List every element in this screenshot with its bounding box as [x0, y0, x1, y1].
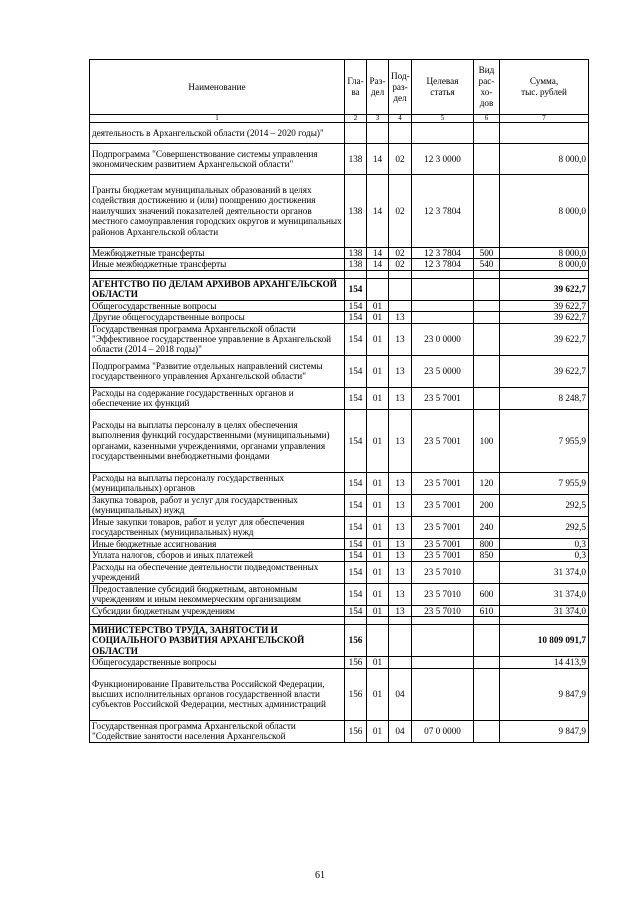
table-row	[90, 123, 589, 144]
cell-summa: 8 248,7	[500, 387, 589, 409]
cell-summa: 39 622,7	[500, 355, 589, 387]
cell-summa: 8 000,0	[500, 144, 589, 175]
page-number: 61	[315, 870, 325, 881]
cell-summa: 31 374,0	[500, 583, 589, 605]
cell-podrazdel: 04	[389, 668, 412, 720]
cell-celevaya-statya	[412, 312, 474, 323]
cell-summa: 7 955,9	[500, 409, 589, 472]
cell-razdel: 01	[367, 387, 389, 409]
cell-name: Подпрограмма "Совершенствование системы управления экономическим развитием Архангельской области"	[90, 144, 345, 175]
cell-name: Государственная программа Архангельской области "Содействие занятости населения Архангельской	[90, 720, 345, 742]
cell-name: Расходы на выплаты персоналу в целях обеспечения выполнения функций государственными (муниципальными) органами, казенными учреждениями, органами управления государственными внебюджетными фондами	[90, 409, 345, 472]
cell-glava: 138	[345, 259, 367, 270]
cell-name: Закупка товаров, работ и услуг для государственных (муниципальных) нужд	[90, 494, 345, 516]
header-podrazdel: Под- раз- дел	[389, 60, 412, 115]
cell-razdel: 14	[367, 259, 389, 270]
table-row	[90, 657, 589, 668]
cell-name: Расходы на обеспечение деятельности подведомственных учреждений	[90, 561, 345, 583]
column-number: 2	[345, 115, 367, 123]
cell-glava: 156	[345, 720, 367, 742]
cell-summa: 9 847,9	[500, 720, 589, 742]
table-row	[90, 561, 589, 583]
cell-name: Иные межбюджетные трансферты	[90, 259, 345, 270]
cell-podrazdel: 02	[389, 144, 412, 175]
cell-name: Иные бюджетные ассигнования	[90, 538, 345, 549]
table-row	[90, 248, 589, 259]
cell-podrazdel: 13	[389, 561, 412, 583]
cell-razdel	[367, 123, 389, 144]
cell-razdel	[367, 625, 389, 657]
header-celevaya-statya: Целевая статья	[412, 60, 474, 115]
table-header-row	[90, 60, 589, 115]
cell-summa: 7 955,9	[500, 472, 589, 494]
table-row	[90, 300, 589, 311]
spacer-cell	[412, 617, 474, 625]
column-number-row	[90, 115, 589, 123]
header-summa: Сумма, тыс. рублей	[500, 60, 589, 115]
table-row	[90, 550, 589, 561]
cell-vid-rashodov: 800	[474, 538, 500, 549]
cell-vid-rashodov	[474, 668, 500, 720]
cell-vid-rashodov: 540	[474, 259, 500, 270]
cell-vid-rashodov	[474, 323, 500, 355]
cell-name: деятельность в Архангельской области (2014 – 2020 годы)"	[90, 123, 345, 144]
cell-celevaya-statya	[412, 300, 474, 311]
cell-glava: 156	[345, 625, 367, 657]
cell-name: Функционирование Правительства Российской Федерации, высших исполнительных органов государственной власти субъектов Российской Федерации, местных администраций	[90, 668, 345, 720]
spacer-cell	[474, 270, 500, 278]
cell-razdel: 01	[367, 605, 389, 616]
cell-glava: 154	[345, 312, 367, 323]
header-vid-rashodov: Вид рас- хо- дов	[474, 60, 500, 115]
cell-razdel: 01	[367, 472, 389, 494]
spacer-cell	[90, 617, 345, 625]
cell-summa: 0,3	[500, 538, 589, 549]
cell-celevaya-statya: 07 0 0000	[412, 720, 474, 742]
cell-razdel: 01	[367, 300, 389, 311]
column-number: 6	[474, 115, 500, 123]
cell-celevaya-statya	[412, 657, 474, 668]
cell-summa: 292,5	[500, 494, 589, 516]
column-number: 3	[367, 115, 389, 123]
cell-celevaya-statya: 23 0 0000	[412, 323, 474, 355]
cell-podrazdel	[389, 278, 412, 300]
cell-glava: 138	[345, 175, 367, 248]
cell-name: Межбюджетные трансферты	[90, 248, 345, 259]
cell-glava	[345, 123, 367, 144]
cell-podrazdel: 13	[389, 355, 412, 387]
cell-celevaya-statya: 23 5 7010	[412, 561, 474, 583]
cell-vid-rashodov	[474, 720, 500, 742]
table-row	[90, 605, 589, 616]
table-row	[90, 259, 589, 270]
cell-vid-rashodov: 240	[474, 516, 500, 538]
cell-razdel: 01	[367, 409, 389, 472]
table-row	[90, 323, 589, 355]
table-row	[90, 538, 589, 549]
cell-vid-rashodov	[474, 657, 500, 668]
cell-celevaya-statya: 23 5 7001	[412, 516, 474, 538]
cell-glava: 154	[345, 516, 367, 538]
table-row	[90, 472, 589, 494]
cell-glava: 154	[345, 278, 367, 300]
cell-name: Субсидии бюджетным учреждениям	[90, 605, 345, 616]
column-number: 4	[389, 115, 412, 123]
cell-podrazdel: 04	[389, 720, 412, 742]
cell-razdel: 01	[367, 538, 389, 549]
cell-summa: 8 000,0	[500, 175, 589, 248]
cell-razdel: 01	[367, 561, 389, 583]
cell-name: Иные закупки товаров, работ и услуг для обеспечения государственных (муниципальных) нужд	[90, 516, 345, 538]
cell-podrazdel: 13	[389, 605, 412, 616]
cell-summa: 39 622,7	[500, 323, 589, 355]
cell-glava: 154	[345, 538, 367, 549]
cell-glava: 156	[345, 668, 367, 720]
cell-razdel	[367, 278, 389, 300]
cell-celevaya-statya: 12 3 7804	[412, 175, 474, 248]
cell-podrazdel: 13	[389, 538, 412, 549]
spacer-cell	[474, 617, 500, 625]
cell-podrazdel: 13	[389, 409, 412, 472]
table-row	[90, 278, 589, 300]
cell-name: Гранты бюджетам муниципальных образований в целях содействия достижению и (или) поощрению достижения наилучших значений показателей деятельности органов местного самоуправления городских округов и муниципальных районов Архангельской области	[90, 175, 345, 248]
table-row	[90, 175, 589, 248]
table-row	[90, 494, 589, 516]
cell-podrazdel: 02	[389, 259, 412, 270]
cell-vid-rashodov	[474, 625, 500, 657]
cell-glava: 154	[345, 494, 367, 516]
cell-razdel: 01	[367, 312, 389, 323]
cell-summa: 39 622,7	[500, 278, 589, 300]
cell-summa	[500, 123, 589, 144]
cell-vid-rashodov: 100	[474, 409, 500, 472]
cell-celevaya-statya	[412, 123, 474, 144]
cell-razdel: 01	[367, 583, 389, 605]
cell-celevaya-statya: 23 5 7001	[412, 409, 474, 472]
column-number: 7	[500, 115, 589, 123]
cell-celevaya-statya: 12 3 7804	[412, 248, 474, 259]
cell-name: Расходы на выплаты персоналу государственных (муниципальных) органов	[90, 472, 345, 494]
cell-razdel: 01	[367, 668, 389, 720]
table-row	[90, 144, 589, 175]
cell-podrazdel: 13	[389, 550, 412, 561]
cell-name: Подпрограмма "Развитие отдельных направлений системы государственного управления Архангельской области"	[90, 355, 345, 387]
cell-podrazdel: 13	[389, 312, 412, 323]
cell-vid-rashodov: 200	[474, 494, 500, 516]
cell-podrazdel	[389, 625, 412, 657]
cell-name: Другие общегосударственные вопросы	[90, 312, 345, 323]
cell-name: Предоставление субсидий бюджетным, автономным учреждениям и иным некоммерческим организациям	[90, 583, 345, 605]
cell-podrazdel	[389, 300, 412, 311]
cell-glava: 154	[345, 355, 367, 387]
cell-podrazdel: 13	[389, 387, 412, 409]
cell-celevaya-statya	[412, 668, 474, 720]
cell-razdel: 01	[367, 355, 389, 387]
cell-vid-rashodov	[474, 300, 500, 311]
cell-podrazdel: 13	[389, 583, 412, 605]
cell-summa: 39 622,7	[500, 312, 589, 323]
cell-celevaya-statya: 12 3 7804	[412, 259, 474, 270]
spacer-cell	[345, 617, 367, 625]
cell-glava: 156	[345, 657, 367, 668]
spacer-cell	[500, 270, 589, 278]
cell-vid-rashodov	[474, 278, 500, 300]
cell-razdel: 01	[367, 516, 389, 538]
cell-celevaya-statya: 23 5 7001	[412, 550, 474, 561]
cell-razdel: 14	[367, 175, 389, 248]
header-name: Наименование	[90, 60, 345, 115]
cell-vid-rashodov: 500	[474, 248, 500, 259]
spacer-cell	[367, 270, 389, 278]
cell-summa: 8 000,0	[500, 248, 589, 259]
cell-name: АГЕНТСТВО ПО ДЕЛАМ АРХИВОВ АРХАНГЕЛЬСКОЙ ОБЛАСТИ	[90, 278, 345, 300]
table-row	[90, 409, 589, 472]
column-number: 1	[90, 115, 345, 123]
cell-name: Уплата налогов, сборов и иных платежей	[90, 550, 345, 561]
cell-summa: 10 809 091,7	[500, 625, 589, 657]
table-row	[90, 516, 589, 538]
cell-name: Общегосударственные вопросы	[90, 300, 345, 311]
cell-razdel: 01	[367, 494, 389, 516]
spacer-cell	[389, 617, 412, 625]
table-row	[90, 625, 589, 657]
cell-celevaya-statya	[412, 625, 474, 657]
spacer-cell	[345, 270, 367, 278]
cell-vid-rashodov: 610	[474, 605, 500, 616]
cell-vid-rashodov: 120	[474, 472, 500, 494]
cell-vid-rashodov: 600	[474, 583, 500, 605]
cell-glava: 154	[345, 605, 367, 616]
cell-podrazdel	[389, 657, 412, 668]
cell-podrazdel	[389, 123, 412, 144]
cell-glava: 154	[345, 300, 367, 311]
cell-summa: 292,5	[500, 516, 589, 538]
cell-name: МИНИСТЕРСТВО ТРУДА, ЗАНЯТОСТИ И СОЦИАЛЬНОГО РАЗВИТИЯ АРХАНГЕЛЬСКОЙ ОБЛАСТИ	[90, 625, 345, 657]
cell-vid-rashodov	[474, 355, 500, 387]
cell-summa: 0,3	[500, 550, 589, 561]
cell-celevaya-statya: 23 5 7010	[412, 583, 474, 605]
cell-razdel: 01	[367, 657, 389, 668]
cell-celevaya-statya: 23 5 7001	[412, 538, 474, 549]
cell-summa: 31 374,0	[500, 605, 589, 616]
cell-podrazdel: 13	[389, 494, 412, 516]
cell-glava: 154	[345, 387, 367, 409]
cell-summa: 31 374,0	[500, 561, 589, 583]
cell-celevaya-statya: 23 5 7010	[412, 605, 474, 616]
cell-glava: 154	[345, 472, 367, 494]
cell-vid-rashodov	[474, 387, 500, 409]
cell-vid-rashodov	[474, 123, 500, 144]
cell-name: Государственная программа Архангельской области "Эффективное государственное управление в Архангельской области (2014 – 2018 годы)"	[90, 323, 345, 355]
cell-summa: 9 847,9	[500, 668, 589, 720]
cell-name: Расходы на содержание государственных органов и обеспечение их функций	[90, 387, 345, 409]
cell-podrazdel: 13	[389, 472, 412, 494]
cell-summa: 39 622,7	[500, 300, 589, 311]
cell-vid-rashodov: 850	[474, 550, 500, 561]
table-row	[90, 312, 589, 323]
table-body	[90, 123, 589, 743]
spacer-cell	[412, 270, 474, 278]
cell-glava: 154	[345, 323, 367, 355]
cell-vid-rashodov	[474, 561, 500, 583]
table-row	[90, 583, 589, 605]
cell-podrazdel: 13	[389, 323, 412, 355]
budget-table	[89, 59, 589, 743]
cell-podrazdel: 13	[389, 516, 412, 538]
cell-razdel: 14	[367, 144, 389, 175]
cell-celevaya-statya: 23 5 7001	[412, 472, 474, 494]
cell-celevaya-statya: 12 3 0000	[412, 144, 474, 175]
header-glava: Гла- ва	[345, 60, 367, 115]
cell-celevaya-statya: 23 5 7001	[412, 387, 474, 409]
column-number: 5	[412, 115, 474, 123]
cell-glava: 138	[345, 248, 367, 259]
cell-podrazdel: 02	[389, 175, 412, 248]
cell-celevaya-statya	[412, 278, 474, 300]
cell-celevaya-statya: 23 5 7001	[412, 494, 474, 516]
table-row	[90, 387, 589, 409]
spacer-cell	[90, 270, 345, 278]
spacer-cell	[500, 617, 589, 625]
cell-razdel: 14	[367, 248, 389, 259]
cell-glava: 138	[345, 144, 367, 175]
cell-summa: 8 000,0	[500, 259, 589, 270]
cell-glava: 154	[345, 583, 367, 605]
cell-glava: 154	[345, 550, 367, 561]
spacer-cell	[389, 270, 412, 278]
table-row	[90, 668, 589, 720]
cell-podrazdel: 02	[389, 248, 412, 259]
table-row	[90, 720, 589, 742]
cell-glava: 154	[345, 561, 367, 583]
spacer-row	[90, 270, 589, 278]
cell-vid-rashodov	[474, 175, 500, 248]
cell-vid-rashodov	[474, 144, 500, 175]
cell-vid-rashodov	[474, 312, 500, 323]
cell-glava: 154	[345, 409, 367, 472]
cell-name: Общегосударственные вопросы	[90, 657, 345, 668]
cell-celevaya-statya: 23 5 0000	[412, 355, 474, 387]
spacer-row	[90, 617, 589, 625]
header-razdel: Раз- дел	[367, 60, 389, 115]
table-row	[90, 355, 589, 387]
spacer-cell	[367, 617, 389, 625]
cell-razdel: 01	[367, 550, 389, 561]
cell-razdel: 01	[367, 323, 389, 355]
cell-summa: 14 413,9	[500, 657, 589, 668]
cell-razdel: 01	[367, 720, 389, 742]
